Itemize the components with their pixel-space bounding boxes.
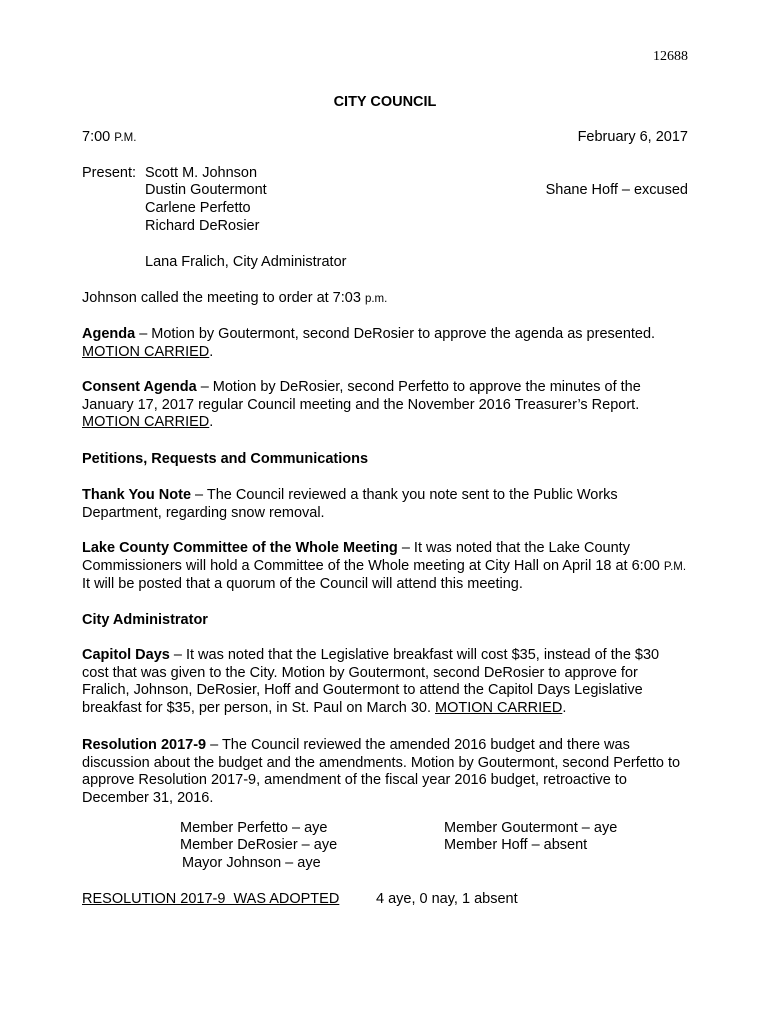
lake-county-text2: It will be posted that a quorum of the Council will attend this meeting. — [82, 576, 523, 592]
excused-member: Shane Hoff – excused — [545, 182, 688, 198]
present-member: Carlene Perfetto — [145, 200, 251, 216]
city-admin-heading: City Administrator — [82, 612, 208, 628]
present-member: Dustin Goutermont — [145, 182, 267, 198]
resolution-text: – The Council reviewed the amended 2016 budget and there was discussion about the budget and the amendments. Motion by Goutermont, second Perfetto to approve Resolution 2017-9, amendment of the fiscal year 2016 budget, retroactive to December 31, 2016. — [82, 737, 681, 806]
call-to-order-suffix: p.m. — [364, 293, 388, 305]
meeting-date: February 6, 2017 — [577, 129, 688, 145]
present-member: Scott M. Johnson — [145, 165, 258, 181]
resolution-paragraph — [82, 737, 688, 807]
page-number: 12688 — [653, 49, 688, 64]
vote-line: Mayor Johnson – aye — [182, 855, 321, 871]
capitol-days-heading: Capitol Days — [82, 647, 170, 663]
consent-agenda-text: – Motion by DeRosier, second Perfetto to approve the minutes of the January 17, 2017 regular Council meeting and the November 2016 Treasurer’s Report. — [82, 379, 641, 413]
resolution-heading: Resolution 2017-9 — [82, 737, 207, 753]
motion-carried: MOTION CARRIED — [82, 343, 210, 360]
meeting-time-value: 7:00 — [82, 129, 111, 145]
motion-carried: MOTION CARRIED — [82, 414, 210, 430]
present-member: Richard DeRosier — [145, 218, 260, 234]
meeting-time — [82, 129, 136, 148]
section-heading — [82, 451, 688, 469]
motion-carried: MOTION CARRIED — [435, 699, 563, 716]
capitol-days-paragraph: Capitol Days – It was noted that the Legislative breakfast will cost $35, instead of the $30 cost that was given to the City. Motion by Goutermont, second DeRosier to approve for Fralich, Johnson, DeRosier, Hoff and Goutermont to attend the Capitol Days Legislative breakfast for $35, per person, in St. Paul on March 30. MOTION CARRIED. — [82, 647, 660, 716]
thank-you-text: – The Council reviewed a thank you note sent to the Public Works Department, regarding snow removal. — [82, 487, 618, 521]
vote-line: Member DeRosier – aye — [180, 837, 338, 853]
lake-county-text: – It was noted that the Lake County Commissioners will hold a Committee of the Whole meeting at City Hall on April 18 at 6:00 — [82, 540, 660, 574]
petitions-heading: Petitions, Requests and Communications — [82, 451, 369, 467]
section-heading — [82, 612, 688, 630]
vote-line: Member Perfetto – aye — [180, 820, 328, 836]
vote-line: Member Goutermont – aye — [444, 820, 618, 836]
capitol-days-text: – It was noted that the Legislative breakfast will cost $35, instead of the $30 cost that was given to the City. Motion by Goutermont, second DeRosier to approve for Fralich, Johnson, DeRosier, Hoff and Goutermont to attend the Capitol Days Legislative breakfast for $35, per person, in St. Paul on March 30. — [82, 647, 660, 716]
thank-you-heading: Thank You Note — [82, 487, 192, 503]
agenda-text: – Motion by Goutermont, second DeRosier to approve the agenda as presented. — [135, 326, 656, 342]
present-label: Present: — [82, 165, 136, 181]
consent-agenda-paragraph: Consent Agenda – Motion by DeRosier, second Perfetto to approve the minutes of the January 17, 2017 regular Council meeting and the November 2016 Treasurer’s Report. MOTION CARRIED. — [82, 379, 641, 430]
lake-county-time-suffix: P.M. — [663, 560, 687, 573]
call-to-order-text: Johnson called the meeting to order at 7:03 — [82, 290, 361, 306]
agenda-heading: Agenda — [82, 326, 136, 342]
lake-county-heading: Lake County Committee of the Whole Meeting — [82, 540, 398, 556]
thank-you-paragraph — [82, 487, 688, 522]
lake-county-paragraph — [82, 540, 688, 594]
meeting-time-suffix: P.M. — [114, 132, 137, 144]
vote-tally: 4 aye, 0 nay, 1 absent — [376, 891, 518, 907]
vote-line: Member Hoff – absent — [444, 837, 588, 853]
resolution-adopted-text: RESOLUTION 2017-9 WAS ADOPTED — [82, 891, 340, 907]
city-administrator: Lana Fralich, City Administrator — [145, 254, 347, 270]
call-to-order — [82, 290, 387, 309]
consent-agenda-heading: Consent Agenda — [82, 379, 197, 395]
resolution-adopted — [82, 891, 339, 909]
agenda-paragraph: Agenda – Motion by Goutermont, second DeRosier to approve the agenda as presented. MOTION CARRIED. — [82, 326, 656, 360]
document-title: CITY COUNCIL — [333, 94, 437, 110]
